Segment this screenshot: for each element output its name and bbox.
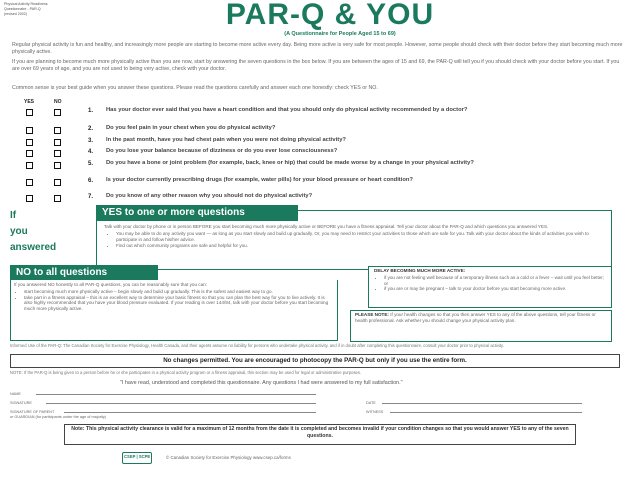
question-text: Do you lose your balance because of dizziness or do you ever lose consciousness?: [106, 148, 338, 154]
please-note-label: PLEASE NOTE:: [355, 312, 389, 317]
list-item: • take part in a fitness appraisal – this is an excellent way to determine your basic fitness so that you can plan the best way for you to live actively. It is also highly recommended that you have your blood pressure evaluated. If your reading is over 144/94, talk with your doctor before you start becoming much more physically active.: [24, 295, 334, 312]
yes-section-intro: Talk with your doctor by phone or in person BEFORE you start becoming much more physically active or BEFORE you have a fitness appraisal. Tell your doctor about the PAR-Q and which questions you answered YES.: [104, 224, 549, 229]
delay-section-title: DELAY BECOMING MUCH MORE ACTIVE:: [374, 268, 466, 273]
name-field[interactable]: [36, 386, 316, 395]
informed-use-text: Informed Use of the PAR-Q: The Canadian Society for Exercise Physiology, Health Canada, and their agents assume no liability for persons who undertake physical activity, and if in doubt after completing this questionnaire, consult your doctor prior to physical activity.: [10, 343, 504, 348]
question-text: Do you have a bone or joint problem (for example, back, knee or hip) that could be made worse by a change in your physical activity?: [106, 160, 474, 166]
question-text: In the past month, have you had chest pain when you were not doing physical activity?: [106, 137, 346, 143]
signature-label: SIGNATURE: [10, 401, 32, 405]
name-label: NAME: [10, 392, 21, 396]
footer-text: © Canadian Society for Exercise Physiology www.csep.ca/forms: [166, 455, 291, 460]
page-title: PAR-Q & YOU: [225, 0, 435, 31]
witness-field[interactable]: [390, 404, 582, 413]
signature-field[interactable]: [46, 395, 316, 404]
no-checkbox[interactable]: [54, 179, 61, 186]
yes-section-list: [110, 231, 604, 249]
please-note-text: If your health changes so that you then answer YES to any of the above questions, tell your fitness or health professional. Ask whether you should change your physical activity plan.: [355, 312, 596, 323]
intro-paragraph: Regular physical activity is fun and healthy, and increasingly more people are starting to become more active every day. Being more active is very safe for most people. However, some people should check with their doctor before they start becoming much more physically active.: [12, 42, 623, 55]
yes-column-header: YES: [24, 99, 35, 105]
please-note-content: [355, 312, 605, 324]
question-row: [22, 160, 612, 176]
yes-checkbox[interactable]: [26, 127, 33, 134]
list-item: • if you are not feeling well because of a temporary illness such as a cold or a fever – wait until you feel better; or: [384, 275, 606, 287]
parent-signature-label: SIGNATURE OF PARENT: [10, 410, 55, 414]
no-checkbox[interactable]: [54, 109, 61, 116]
legal-note: NOTE: If the PAR-Q is being given to a person before he or she participates in a physical activity program or a fitness appraisal, this section may be used for legal or administrative purposes.: [10, 370, 362, 375]
yes-checkbox[interactable]: [26, 195, 33, 202]
question-text: Is your doctor currently prescribing drugs (for example, water pills) for your blood pressure or heart condition?: [106, 177, 413, 183]
question-number: 2.: [88, 126, 94, 132]
yes-checkbox[interactable]: [26, 162, 33, 169]
guardian-label: or GUARDIAN (for participants under the age of majority): [10, 415, 107, 419]
no-section-title: NO to all questions: [10, 265, 158, 281]
csep-logo-text: CSEP | SCPE: [124, 454, 151, 459]
validity-note: Note: This physical activity clearance is valid for a maximum of 12 months from the date it is completed and becomes invalid if your condition changes so that you would answer YES to any of the seven questions.: [64, 424, 576, 445]
no-checkbox[interactable]: [54, 127, 61, 134]
no-checkbox[interactable]: [54, 195, 61, 202]
question-number: 7.: [88, 194, 94, 200]
witness-label: WITNESS: [366, 410, 384, 414]
form-reference-line: (revised 2002): [4, 11, 27, 16]
question-number: 4.: [88, 149, 94, 155]
yes-checkbox[interactable]: [26, 150, 33, 157]
yes-checkbox[interactable]: [26, 109, 33, 116]
delay-section-list: [378, 275, 606, 292]
list-item: • You may be able to do any activity you want — as long as you start slowly and build up gradually. Or, you may need to restrict your activities to those which are safe for you. Talk with your doctor about the kinds of activities you wish to participate in and follow his/her advice.: [116, 231, 604, 243]
date-field[interactable]: [382, 395, 582, 404]
list-item: • start becoming much more physically active – begin slowly and build up gradually. This is the safest and easiest way to go.: [24, 289, 334, 295]
instructions-paragraph: Common sense is your best guide when you answer these questions. Please read the questions carefully and answer each one honestly: check YES or NO.: [12, 85, 378, 91]
question-number: 6.: [88, 178, 94, 184]
no-changes-banner: No changes permitted. You are encouraged to photocopy the PAR-Q but only if you use the entire form.: [10, 354, 620, 368]
delay-section-content: [374, 268, 606, 292]
if-answered-word: If: [10, 210, 17, 221]
no-column-header: NO: [54, 99, 62, 105]
intro-paragraph: If you are planning to become much more physically active than you are now, start by answering the seven questions in the box below. If you are between the ages of 15 and 69, the PAR-Q will tell you if you should check with your doctor before you start. If you are over 69 years of age, and you are not used to being very active, check with your doctor.: [12, 59, 620, 72]
consent-statement: "I have read, understood and completed this questionnaire. Any questions I had were answered to my full satisfaction.": [120, 380, 403, 386]
question-text: Has your doctor ever said that you have a heart condition and that you should only do physical activity recommended by a doctor?: [106, 107, 468, 113]
yes-section-content: [104, 224, 604, 249]
form-reference-line: Physical Activity Readiness: [4, 2, 48, 6]
question-text: Do you feel pain in your chest when you do physical activity?: [106, 125, 276, 131]
list-item: • if you are or may be pregnant – talk to your doctor before you start becoming more active.: [384, 286, 606, 292]
question-number: 5.: [88, 161, 94, 167]
if-answered-word: answered: [10, 242, 57, 253]
yes-section-title: YES to one or more questions: [96, 205, 298, 221]
form-reference: [4, 2, 64, 16]
yes-checkbox[interactable]: [26, 179, 33, 186]
date-label: DATE: [366, 401, 376, 405]
question-number: 1.: [88, 108, 94, 114]
question-row: [22, 107, 612, 123]
page-subtitle: (A Questionnaire for People Aged 15 to 69): [284, 31, 396, 37]
question-number: 3.: [88, 138, 94, 144]
yes-checkbox[interactable]: [26, 139, 33, 146]
no-section-content: [14, 282, 334, 312]
no-checkbox[interactable]: [54, 162, 61, 169]
form-reference-line: Questionnaire - PAR-Q: [4, 6, 41, 11]
no-section-list: [18, 289, 334, 312]
if-answered-word: you: [10, 226, 28, 237]
parent-signature-field[interactable]: [64, 404, 316, 413]
question-row: [22, 177, 612, 193]
no-section-intro: If you answered NO honestly to all PAR-Q questions, you can be reasonably sure that you can:: [14, 282, 207, 287]
question-text: Do you know of any other reason why you should not do physical activity?: [106, 193, 313, 199]
no-checkbox[interactable]: [54, 150, 61, 157]
if-you-answered-label: [10, 208, 80, 256]
list-item: • Find out which community programs are safe and helpful for you.: [116, 243, 604, 249]
no-checkbox[interactable]: [54, 139, 61, 146]
